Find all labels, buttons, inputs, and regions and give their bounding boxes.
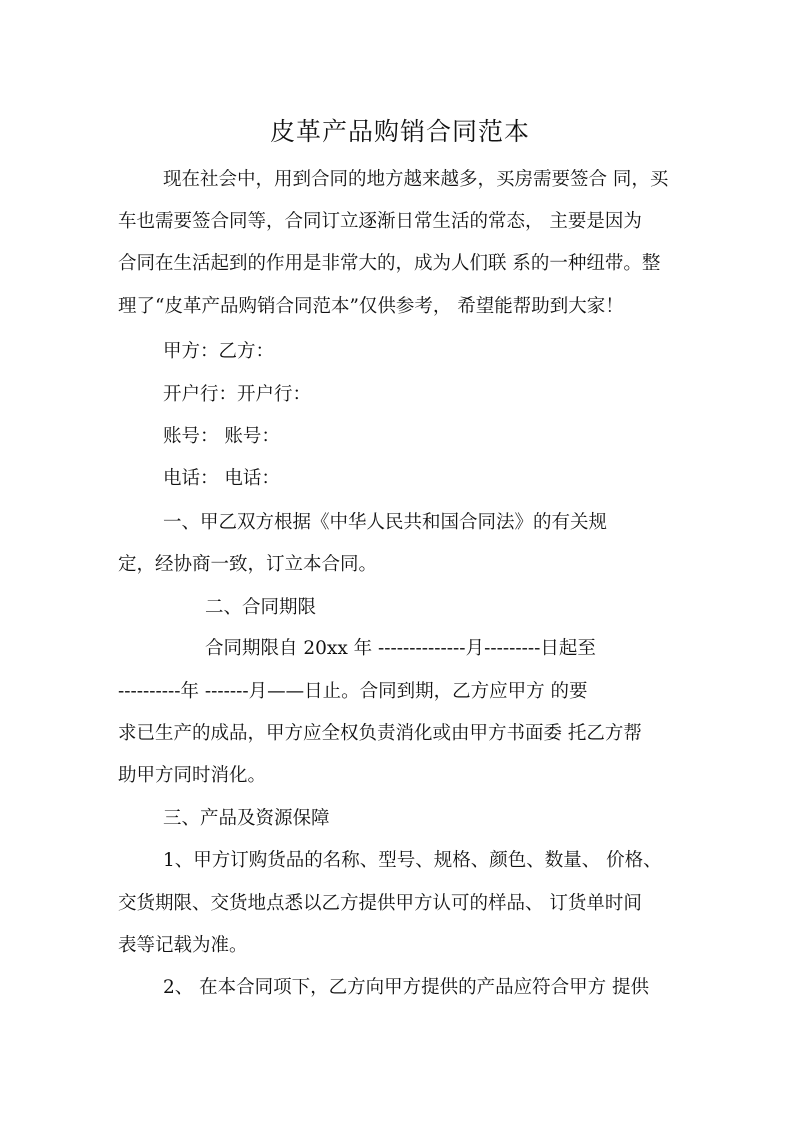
clause-line: 2、 在本合同项下，乙方向甲方提供的产品应符合甲方 提供 [163,977,650,998]
term-line: 求已生产的成品，甲方应全权负责消化或由甲方书面委 托乙方帮 [118,723,642,744]
paragraph-line: 车也需要签合同等，合同订立逐渐日常生活的常态， 主要是因为 [118,211,642,232]
clause-line: 表等记载为准。 [118,935,248,956]
account-line: 账号： 账号： [163,426,280,447]
term-line: 合同期限自 20xx 年 --------------月---------日起至 [205,638,596,659]
bank-line: 开户行：开户行： [163,384,312,405]
paragraph-line: 理了“皮革产品购销合同范本”仅供参考， 希望能帮助到大家！ [118,296,624,317]
phone-line: 电话： 电话： [163,468,280,489]
paragraph-line: 现在社会中，用到合同的地方越来越多，买房需要签合 同，买 [163,169,669,190]
section-heading: 三、产品及资源保障 [163,808,330,829]
party-names-line: 甲方：乙方： [163,341,275,362]
clause-line: 1、甲方订购货品的名称、型号、规格、颜色、数量、 价格、 [163,850,662,871]
clause-line: 交货期限、交货地点悉以乙方提供甲方认可的样品、 订货单时间 [118,893,642,914]
term-line: 助甲方同时消化。 [118,765,267,786]
paragraph-line: 合同在生活起到的作用是非常大的，成为人们联 系的一种纽带。整 [118,253,661,274]
document-title: 皮革产品购销合同范本 [269,117,530,146]
section-one-line: 一、甲乙双方根据《中华人民共和国合同法》的有关规 [163,512,608,533]
section-one-line: 定，经协商一致，订立本合同。 [118,554,378,575]
term-line: ----------年 -------月——日止。合同到期，乙方应甲方 的要 [118,681,588,702]
section-heading: 二、合同期限 [205,597,317,618]
